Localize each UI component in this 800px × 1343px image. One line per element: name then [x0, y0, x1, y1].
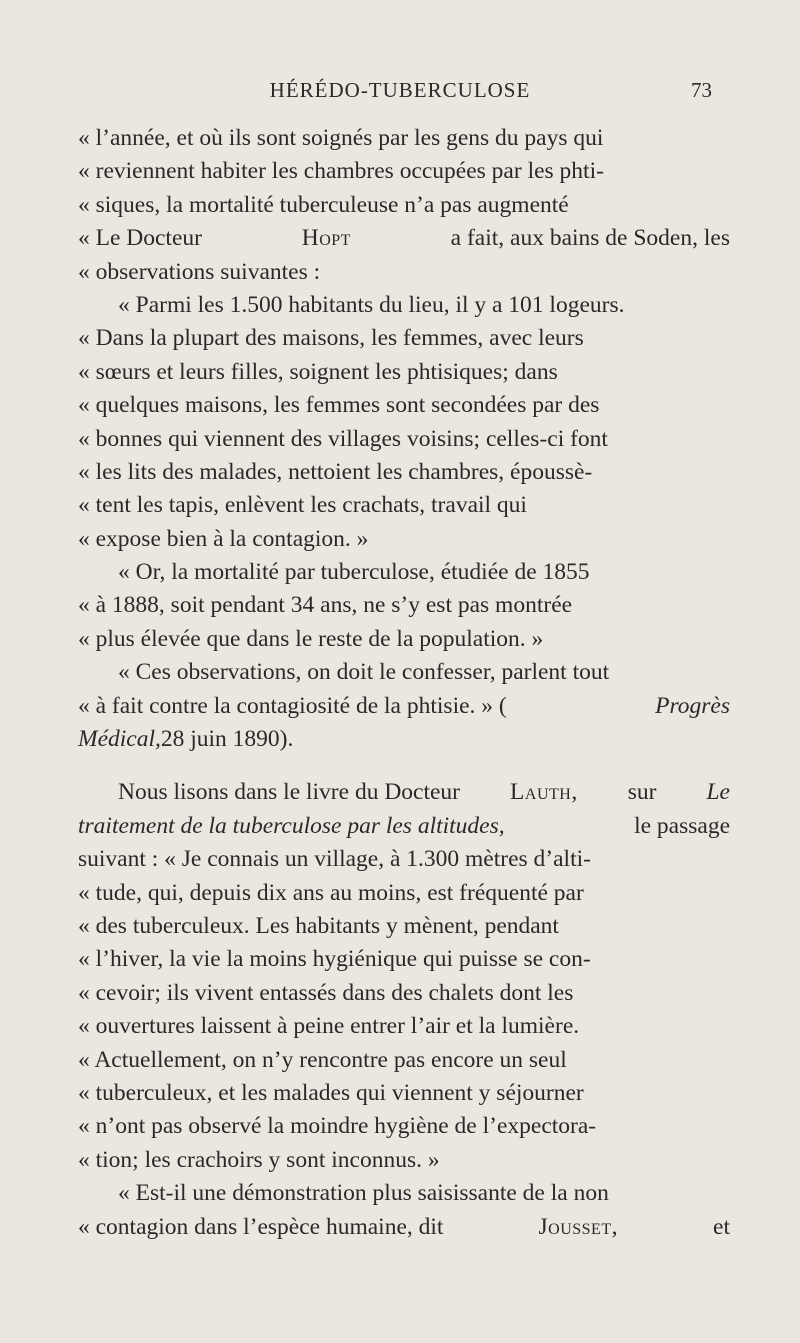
- paragraph-gap: [78, 756, 730, 776]
- line-text: « observations suivantes :: [78, 258, 321, 285]
- author-name: Hopt: [301, 225, 351, 252]
- text-line: [78, 1077, 730, 1110]
- line-text: « bonnes qui viennent des villages voisins; celles-ci font: [78, 425, 608, 452]
- text-line: [78, 423, 730, 456]
- text-line: [78, 1177, 730, 1210]
- line-text: « tude, qui, depuis dix ans au moins, est fréquenté par: [78, 879, 584, 906]
- author-name: Lauth,: [510, 779, 578, 806]
- text-line: [78, 322, 730, 355]
- line-text: « Est-il une démonstration plus saisissante de la non: [118, 1180, 609, 1207]
- book-title: Le: [706, 779, 730, 806]
- running-title: HÉRÉDO-TUBERCULOSE: [269, 78, 531, 102]
- text-line: [78, 556, 730, 589]
- text-line: [78, 877, 730, 910]
- text-line: [78, 1044, 730, 1077]
- running-header: [0, 78, 800, 108]
- text-line: [78, 690, 730, 723]
- text-line: [78, 589, 730, 622]
- text-line: [78, 189, 730, 222]
- line-text: Nous lisons dans le livre du Docteur: [118, 779, 461, 806]
- line-text: « Or, la mortalité par tuberculose, étudiée de 1855: [118, 559, 590, 586]
- line-text: « à 1888, soit pendant 34 ans, ne s’y est pas montrée: [78, 592, 573, 619]
- line-text: « n’ont pas observé la moindre hygiène de l’expectora-: [78, 1113, 597, 1140]
- text-line: [78, 1211, 730, 1244]
- page-number: 73: [691, 78, 712, 102]
- line-text: « quelques maisons, les femmes sont secondées par des: [78, 392, 600, 419]
- text-line: [78, 256, 730, 289]
- text-line: [78, 910, 730, 943]
- journal-title: Progrès: [655, 692, 730, 719]
- text-line: [78, 222, 730, 255]
- text-line: [78, 122, 730, 155]
- line-text: « Le Docteur: [78, 225, 202, 252]
- line-text: « l’hiver, la vie la moins hygiénique qui puisse se con-: [78, 946, 591, 973]
- text-line: [78, 776, 730, 809]
- line-text: suivant : « Je connais un village, à 1.300 mètres d’alti-: [78, 846, 591, 873]
- line-text: « Parmi les 1.500 habitants du lieu, il y a 101 logeurs.: [118, 291, 625, 318]
- line-text: 28 juin 1890).: [160, 726, 294, 753]
- line-text: « tent les tapis, enlèvent les crachats, travail qui: [78, 492, 527, 519]
- line-text: « Actuellement, on n’y rencontre pas encore un seul: [78, 1046, 567, 1073]
- journal-title: Médical,: [78, 726, 161, 753]
- line-text: « tion; les crachoirs y sont inconnus. »: [78, 1146, 440, 1173]
- line-text: « siques, la mortalité tuberculeuse n’a pas augmenté: [78, 191, 569, 218]
- line-text: « l’année, et où ils sont soignés par les gens du pays qui: [78, 125, 604, 151]
- body-text: [78, 122, 730, 1244]
- text-line: [78, 623, 730, 656]
- text-line: [78, 723, 730, 756]
- text-line: [78, 1010, 730, 1043]
- text-line: [78, 155, 730, 188]
- line-text: « à fait contre la contagiosité de la phtisie. » (: [78, 692, 507, 719]
- text-line: [78, 389, 730, 422]
- text-line: [78, 810, 730, 843]
- line-text: sur: [627, 779, 657, 806]
- line-text: « contagion dans l’espèce humaine, dit: [78, 1213, 444, 1240]
- line-text: a fait, aux bains de Soden, les: [450, 225, 730, 252]
- line-text: « expose bien à la contagion. »: [78, 525, 369, 552]
- line-text: « plus élevée que dans le reste de la population. »: [78, 625, 544, 652]
- line-text: « Ces observations, on doit le confesser, parlent tout: [118, 659, 610, 686]
- line-text: « sœurs et leurs filles, soignent les phtisiques; dans: [78, 358, 558, 385]
- text-line: [78, 456, 730, 489]
- line-text: « des tuberculeux. Les habitants y mènent, pendant: [78, 912, 559, 939]
- text-line: [78, 356, 730, 389]
- text-line: [78, 1110, 730, 1143]
- text-line: [78, 843, 730, 876]
- book-title: traitement de la tuberculose par les altitudes,: [78, 812, 505, 839]
- text-line: [78, 289, 730, 322]
- text-line: [78, 489, 730, 522]
- line-text: « cevoir; ils vivent entassés dans des chalets dont les: [78, 979, 574, 1006]
- line-text: « Dans la plupart des maisons, les femmes, avec leurs: [78, 325, 584, 352]
- text-line: [78, 656, 730, 689]
- line-text: « tuberculeux, et les malades qui viennent y séjourner: [78, 1079, 584, 1106]
- text-line: [78, 1144, 730, 1177]
- author-name: Jousset,: [538, 1213, 618, 1240]
- text-line: [78, 943, 730, 976]
- text-line: [78, 977, 730, 1010]
- line-text: et: [713, 1213, 730, 1240]
- line-text: « reviennent habiter les chambres occupées par les phti-: [78, 158, 604, 185]
- line-text: « ouvertures laissent à peine entrer l’air et la lumière.: [78, 1013, 580, 1040]
- line-text: le passage: [634, 812, 730, 839]
- line-text: « les lits des malades, nettoient les chambres, époussè-: [78, 458, 593, 485]
- text-line: [78, 523, 730, 556]
